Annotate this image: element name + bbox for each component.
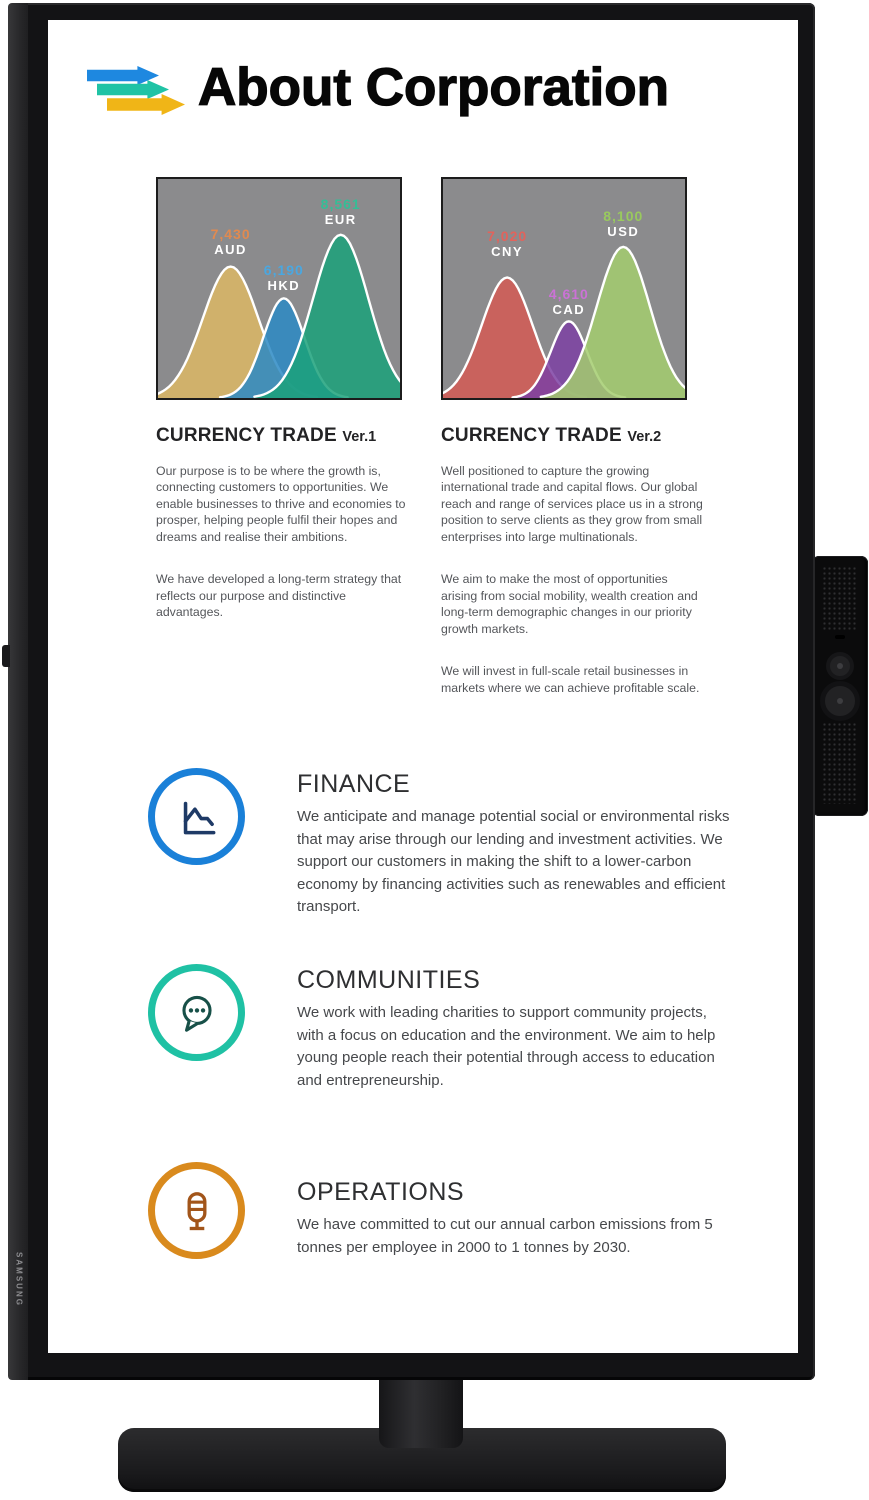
finance-circle — [148, 768, 245, 865]
curve-value: 7,430 — [210, 226, 251, 242]
arrow-teal-icon — [97, 80, 169, 99]
feature-paragraph: We work with leading charities to support community projects, with a focus on education and the environment. We aim to help young people reach their potential through access to education and entrepreneurship. — [297, 1004, 716, 1089]
curve-label-HKD — [264, 263, 304, 293]
monitor-stand-column — [379, 1378, 463, 1448]
currency-chart-ver2 — [441, 177, 687, 400]
feature-row-operations — [148, 1162, 733, 1259]
mic-hole — [835, 635, 845, 639]
communities-circle — [148, 964, 245, 1061]
joystick-control — [820, 681, 860, 721]
feature-title: FINANCE — [297, 770, 411, 798]
paragraph: We have developed a long-term strategy that reflects our purpose and distinctive advantages. — [156, 572, 402, 620]
curve-value: 8,100 — [603, 208, 644, 224]
line-chart-icon — [172, 792, 222, 842]
curve-label-CNY — [487, 229, 527, 259]
feature-title: OPERATIONS — [297, 1178, 465, 1206]
feature-title: COMMUNITIES — [297, 966, 481, 994]
curve-code: AUD — [214, 241, 247, 257]
currency-trade-ver1-section — [156, 425, 408, 647]
operations-text-block — [297, 1162, 733, 1259]
curve-code: EUR — [324, 211, 357, 227]
section-heading-text: CURRENCY TRADE — [441, 425, 622, 446]
feature-row-communities — [148, 964, 733, 1092]
section-version-text: Ver.1 — [342, 429, 377, 445]
operations-circle — [148, 1162, 245, 1259]
monitor-left-edge — [8, 3, 30, 1380]
section-heading-ver1 — [156, 425, 408, 447]
curve-value: 8,561 — [320, 196, 361, 212]
curve-code: CAD — [552, 301, 586, 317]
samsung-logo: SAMSUNG — [14, 1252, 24, 1307]
section-heading-ver2 — [441, 425, 707, 447]
section-version-text: Ver.2 — [627, 429, 662, 445]
feature-paragraph: We have committed to cut our annual carbon emissions from 5 tonnes per employee in 2000 to 1 tonnes by 2030. — [297, 1216, 713, 1256]
speaker-grille-top — [822, 566, 858, 630]
triple-arrow-icon — [87, 66, 183, 118]
speaker-grille-bottom — [822, 722, 858, 804]
feature-row-finance — [148, 768, 733, 919]
curve-label-CAD — [549, 287, 589, 317]
curve-value: 6,190 — [263, 262, 304, 278]
curve-value: 7,020 — [487, 228, 528, 244]
currency-chart-ver1 — [156, 177, 402, 400]
curve-code: HKD — [267, 277, 301, 293]
curve-value: 4,610 — [548, 286, 589, 302]
charts-row — [156, 177, 687, 400]
curve-label-AUD — [211, 227, 251, 257]
feature-paragraph: We anticipate and manage potential social or environmental risks that may arise through our lending and investment activities. We support our customers in making the shift to a lower-carbon economy by financing activities such as renewables and efficient transport. — [297, 808, 730, 915]
microphone-icon — [172, 1186, 222, 1236]
side-button — [2, 645, 10, 667]
paragraph: We will invest in full-scale retail businesses in markets where we can achieve profitable scale. — [441, 664, 700, 695]
curve-code: USD — [607, 223, 640, 239]
arrow-yellow-icon — [107, 94, 185, 115]
power-button-dot — [837, 663, 843, 669]
communities-text-block — [297, 964, 733, 1092]
curve-label-USD — [603, 209, 643, 239]
curve-label-EUR — [321, 197, 361, 227]
currency-trade-ver2-section — [441, 425, 707, 722]
rear-control-panel — [812, 556, 868, 816]
section-heading-text: CURRENCY TRADE — [156, 425, 337, 446]
monitor-screen — [48, 20, 798, 1353]
paragraph: Well positioned to capture the growing international trade and capital flows. Our global reach and range of services place us in a strong position to serve clients as they grow from small enterprises into large multinationals. — [441, 464, 703, 544]
paragraph: Our purpose is to be where the growth is, connecting customers to opportunities. We enable businesses to thrive and economies to prosper, helping people fulfil their hopes and dreams and realise their ambitions. — [156, 464, 406, 544]
curve-code: CNY — [491, 243, 524, 259]
finance-text-block — [297, 768, 733, 919]
page-title: About Corporation — [198, 58, 670, 117]
joystick-dot — [837, 698, 843, 704]
paragraph: We aim to make the most of opportunities arising from social mobility, wealth creation and long-term demographic changes in our priority growth markets. — [441, 572, 698, 636]
chat-bubble-icon — [172, 988, 222, 1038]
power-button — [826, 652, 854, 680]
